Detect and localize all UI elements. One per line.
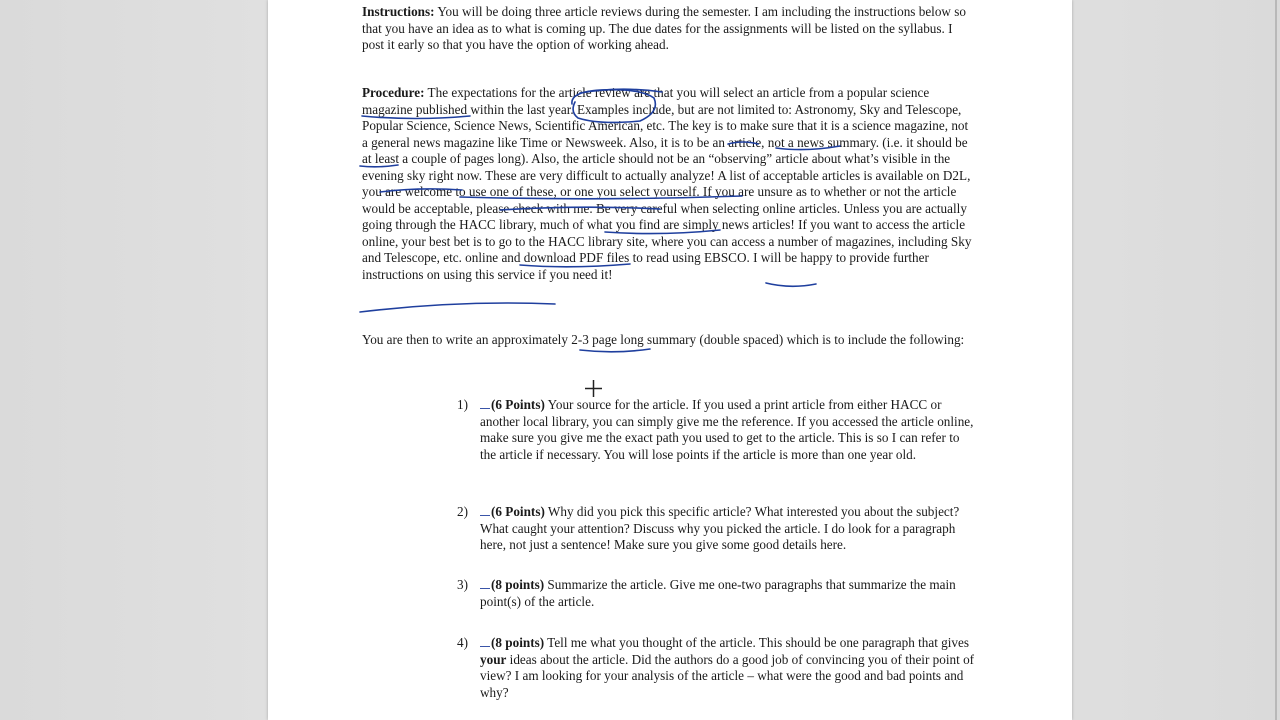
document-page[interactable] [268, 0, 1072, 720]
item-body [480, 504, 977, 554]
instructions-text: You will be doing three article reviews during the semester. I am including the instructions below so that you have an idea as to what is coming up. The due dates for the assignments will be listed on the syllabus. I post it early so that you have the option of working ahead. [362, 4, 966, 52]
crosshair-cursor-icon [585, 380, 602, 397]
item-points: (6 Points) [491, 504, 545, 519]
item-text: Summarize the article. Give me one-two paragraphs that summarize the main point(s) of the article. [480, 577, 956, 609]
item-number: 2) [457, 504, 468, 519]
item-text: Your source for the article. If you used a print article from either HACC or another local library, you can simply give me the reference. If you accessed the article online, make sure you give me the exact path you used to get to the article. This is so I can refer to the article if necessary. You will lose points if the article is more than one year old. [480, 397, 974, 462]
item-points: (8 points) [491, 577, 545, 592]
item-number: 3) [457, 577, 468, 592]
item-number: 4) [457, 635, 468, 650]
window-edge [1275, 0, 1277, 720]
blank-line [480, 504, 490, 516]
item-points: (6 Points) [491, 397, 545, 412]
item-text: Why did you pick this specific article? What interested you about the subject? What caught your attention? Discuss why you picked the article. I do look for a paragraph here, not just a sentence! Make sure you give some good details here. [480, 504, 960, 552]
item-points: (8 points) [491, 635, 545, 650]
instructions-paragraph [362, 4, 977, 54]
blank-line [480, 635, 490, 647]
item-body [480, 635, 977, 701]
procedure-paragraph [362, 85, 977, 283]
item-number: 1) [457, 397, 468, 412]
item-body [480, 577, 977, 610]
item-body [480, 397, 977, 463]
item-text-a: Tell me what you thought of the article. This should be one paragraph that gives [544, 635, 970, 650]
procedure-text: The expectations for the article review are that you will select an article from a popular science magazine published within the last year. Examples include, but are not limited to: Astronomy, Sky and Telescope, Popular Science, Science News, Scientific American, etc. The key is to make sure that it is a science magazine, not a general news magazine like Time or Newsweek. Also, it is to be an article, not a news summary. (i.e. it should be at least a couple of pages long). Also, the article should not be an “observing” article about what’s visible in the evening sky right now. These are very difficult to actually analyze! A list of acceptable articles is available on D2L, you are welcome to use one of these, or one you select yourself. If you are unsure as to whether or not the article would be acceptable, please check with me. Be very careful when selecting online articles. Unless you are actually going through the HACC library, much of what you find are simply news articles! If you want to access the article online, your best bet is to go to the HACC library site, where you can access a number of magazines, including Sky and Telescope, etc. online and download PDF files to read using EBSCO. I will be happy to provide further instructions on using this service if you need it! [362, 85, 972, 282]
blank-line [480, 577, 490, 589]
item-text-bold: your [480, 651, 507, 667]
item-text-b: ideas about the article. Did the authors do a good job of convincing you of their point of view? I am looking for your analysis of the article – what were the good and bad points and why? [480, 651, 975, 700]
summary-intro-paragraph: You are then to write an approximately 2-3 page long summary (double spaced) which is to include the following: [362, 332, 965, 347]
procedure-label: Procedure: [362, 85, 425, 100]
instructions-label: Instructions: [362, 4, 435, 19]
blank-line [480, 397, 490, 409]
